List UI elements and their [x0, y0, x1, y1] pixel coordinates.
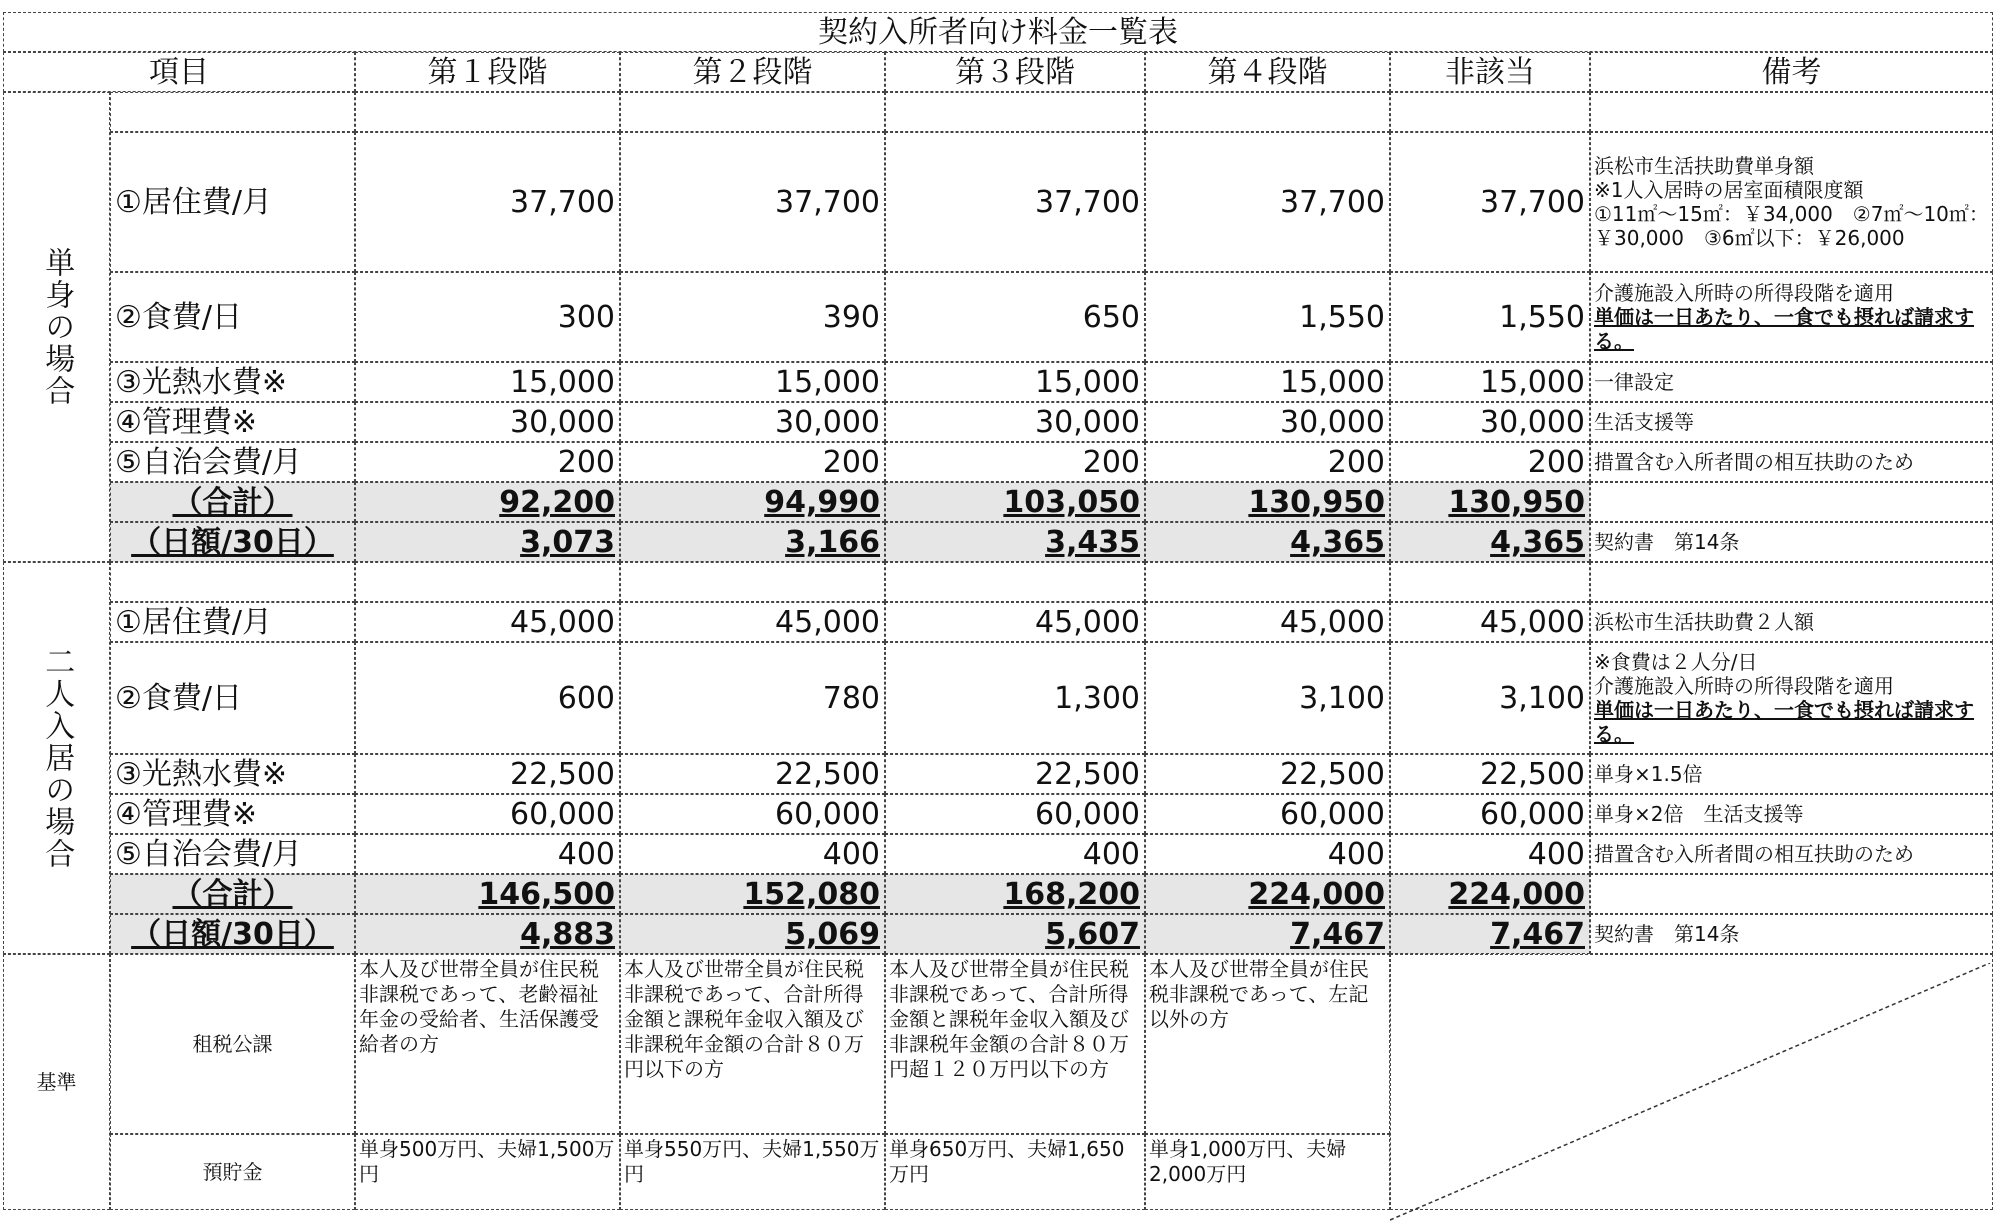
single-total-value — [1145, 482, 1390, 522]
value-text: 37,700 — [1480, 184, 1585, 220]
value-text: 7,467 — [1290, 916, 1385, 952]
value-text: 22,500 — [510, 756, 615, 792]
double-row-label — [110, 602, 355, 642]
single-spacer — [885, 92, 1145, 132]
row-label-text: （日額/30日） — [131, 916, 334, 952]
double-total-value — [620, 874, 885, 914]
criteria-savings-text: 単身1,000万円、夫婦2,000万円 — [1145, 1134, 1390, 1210]
value-text: 30,000 — [1280, 404, 1385, 440]
value-text: 22,500 — [775, 756, 880, 792]
double-row-value — [885, 602, 1145, 642]
single-row-value — [885, 272, 1145, 362]
single-spacer-label — [110, 92, 355, 132]
note-line: 介護施設入所時の所得段階を適用 — [1594, 281, 1894, 305]
double-spacer — [355, 562, 620, 602]
value-text: 3,166 — [785, 524, 880, 560]
row-label-text: ③光熱水費※ — [115, 364, 288, 400]
note-emphasis: 単価は一日あたり、一食でも摂れば請求する。 — [1594, 698, 1974, 746]
double-row-value — [885, 834, 1145, 874]
value-text: 37,700 — [510, 184, 615, 220]
single-row-label — [110, 362, 355, 402]
value-text: 92,200 — [499, 484, 615, 520]
single-row-label — [110, 132, 355, 272]
double-total-value — [355, 874, 620, 914]
double-daily-value — [620, 914, 885, 954]
value-text: 37,700 — [1035, 184, 1140, 220]
value-text: 1,550 — [1299, 299, 1385, 335]
single-row-value — [355, 442, 620, 482]
value-text: 4,365 — [1490, 524, 1585, 560]
row-label-text: ⑤自治会費/月 — [115, 836, 303, 872]
value-text: 200 — [1527, 444, 1585, 480]
header-col-2: 第２段階 — [620, 52, 885, 92]
single-row-value — [355, 132, 620, 272]
single-row-value — [355, 402, 620, 442]
value-text: 1,550 — [1499, 299, 1585, 335]
note-line: 単身×2倍 生活支援等 — [1594, 802, 1804, 826]
double-daily-value — [1390, 914, 1590, 954]
single-row-value — [1145, 402, 1390, 442]
value-text: 45,000 — [1280, 604, 1385, 640]
single-row-value — [885, 362, 1145, 402]
value-text: 152,080 — [743, 876, 880, 912]
double-row-value — [885, 642, 1145, 754]
value-text: 146,500 — [478, 876, 615, 912]
single-row-label — [110, 442, 355, 482]
single-daily-value — [885, 522, 1145, 562]
criteria-label: 基準 — [3, 954, 110, 1210]
value-text: 400 — [557, 836, 615, 872]
single-row-value — [620, 442, 885, 482]
single-spacer — [620, 92, 885, 132]
double-row-value — [620, 642, 885, 754]
header-col-5: 非該当 — [1390, 52, 1590, 92]
double-row-value — [1145, 602, 1390, 642]
value-text: 3,100 — [1499, 680, 1585, 716]
double-row-value — [355, 602, 620, 642]
row-label-text: ①居住費/月 — [115, 604, 273, 640]
value-text: 45,000 — [775, 604, 880, 640]
double-row-value — [1390, 642, 1590, 754]
value-text: 60,000 — [1280, 796, 1385, 832]
double-row-value — [1145, 794, 1390, 834]
double-total-value — [1390, 874, 1590, 914]
single-row-value — [1390, 442, 1590, 482]
single-spacer — [1590, 92, 1993, 132]
double-spacer — [1145, 562, 1390, 602]
value-text: 400 — [1327, 836, 1385, 872]
single-daily-note — [1590, 522, 1993, 562]
value-text: 37,700 — [1280, 184, 1385, 220]
row-label-text: ④管理費※ — [115, 796, 258, 832]
single-total-value — [885, 482, 1145, 522]
double-row-value — [1145, 834, 1390, 874]
value-text: 780 — [822, 680, 880, 716]
single-row-value — [1390, 132, 1590, 272]
value-text: 15,000 — [1480, 364, 1585, 400]
single-row-value — [885, 442, 1145, 482]
single-row-value — [885, 402, 1145, 442]
value-text: 200 — [1327, 444, 1385, 480]
single-group-label — [3, 92, 110, 562]
double-spacer — [620, 562, 885, 602]
double-spacer — [1390, 562, 1590, 602]
double-daily-value — [885, 914, 1145, 954]
header-col-1: 第１段階 — [355, 52, 620, 92]
note-line: 単身×1.5倍 — [1594, 762, 1703, 786]
note-line: ※食費は２人分/日 — [1594, 650, 1758, 674]
single-row-label — [110, 272, 355, 362]
value-text: 3,073 — [520, 524, 615, 560]
single-total-value — [355, 482, 620, 522]
single-row-value — [885, 132, 1145, 272]
double-row-value — [620, 602, 885, 642]
note-emphasis: 単価は一日あたり、一食でも摂れば請求する。 — [1594, 305, 1974, 353]
value-text: 60,000 — [510, 796, 615, 832]
value-text: 45,000 — [510, 604, 615, 640]
double-group-label — [3, 562, 110, 954]
criteria-tax-text: 本人及び世帯全員が住民税非課税であって、合計所得金額と課税年金収入額及び非課税年金額の合計８０万円超１２０万円以下の方 — [885, 954, 1145, 1134]
single-total-note — [1590, 482, 1993, 522]
value-text: 4,365 — [1290, 524, 1385, 560]
note-line: 契約書 第14条 — [1594, 530, 1740, 554]
row-label-text: （合計） — [172, 876, 293, 912]
single-row-note — [1590, 442, 1993, 482]
double-row-value — [355, 794, 620, 834]
double-row-label — [110, 834, 355, 874]
double-row-value — [620, 834, 885, 874]
header-col-6: 備考 — [1590, 52, 1993, 92]
note-line: 生活支援等 — [1594, 410, 1694, 434]
note-line: 浜松市生活扶助費単身額 — [1594, 154, 1814, 178]
value-text: 390 — [822, 299, 880, 335]
single-row-note — [1590, 402, 1993, 442]
value-text: 60,000 — [775, 796, 880, 832]
row-label-text: ②食費/日 — [115, 299, 243, 335]
criteria-savings-text: 単身500万円、夫婦1,500万円 — [355, 1134, 620, 1210]
value-text: 3,100 — [1299, 680, 1385, 716]
single-daily-label — [110, 522, 355, 562]
double-row-value — [1390, 754, 1590, 794]
value-text: 3,435 — [1045, 524, 1140, 560]
row-label-text: ⑤自治会費/月 — [115, 444, 303, 480]
value-text: 45,000 — [1035, 604, 1140, 640]
single-row-note — [1590, 132, 1993, 272]
single-spacer — [355, 92, 620, 132]
value-text: 60,000 — [1480, 796, 1585, 832]
row-label-text: （日額/30日） — [131, 524, 334, 560]
row-label-text: ④管理費※ — [115, 404, 258, 440]
double-spacer — [1590, 562, 1993, 602]
value-text: 600 — [557, 680, 615, 716]
double-row-note — [1590, 642, 1993, 754]
value-text: 94,990 — [764, 484, 880, 520]
single-row-value — [1145, 272, 1390, 362]
value-text: 22,500 — [1280, 756, 1385, 792]
value-text: 200 — [557, 444, 615, 480]
note-line: 浜松市生活扶助費２人額 — [1594, 610, 1814, 634]
value-text: 15,000 — [1035, 364, 1140, 400]
table-title: 契約入所者向け料金一覧表 — [3, 12, 1993, 52]
single-row-value — [1145, 442, 1390, 482]
note-line: 介護施設入所時の所得段階を適用 — [1594, 674, 1894, 698]
value-text: 5,607 — [1045, 916, 1140, 952]
row-label-text: ②食費/日 — [115, 680, 243, 716]
single-daily-value — [1145, 522, 1390, 562]
value-text: 5,069 — [785, 916, 880, 952]
double-row-label — [110, 642, 355, 754]
single-row-value — [355, 362, 620, 402]
double-total-value — [885, 874, 1145, 914]
value-text: 37,700 — [775, 184, 880, 220]
double-daily-value — [1145, 914, 1390, 954]
double-spacer-label — [110, 562, 355, 602]
single-row-value — [1145, 132, 1390, 272]
single-row-value — [1390, 402, 1590, 442]
single-total-value — [620, 482, 885, 522]
value-text: 224,000 — [1448, 876, 1585, 912]
value-text: 168,200 — [1003, 876, 1140, 912]
single-row-note — [1590, 362, 1993, 402]
value-text: 130,950 — [1248, 484, 1385, 520]
row-label-text: （合計） — [172, 484, 293, 520]
value-text: 400 — [1082, 836, 1140, 872]
double-row-value — [355, 834, 620, 874]
header-col-3: 第３段階 — [885, 52, 1145, 92]
value-text: 15,000 — [775, 364, 880, 400]
note-line: 措置含む入所者間の相互扶助のため — [1594, 450, 1914, 474]
single-row-value — [620, 272, 885, 362]
value-text: 4,883 — [520, 916, 615, 952]
row-label-text: ①居住費/月 — [115, 184, 273, 220]
double-daily-value — [355, 914, 620, 954]
value-text: 30,000 — [1035, 404, 1140, 440]
double-daily-note — [1590, 914, 1993, 954]
header-col-4: 第４段階 — [1145, 52, 1390, 92]
value-text: 200 — [822, 444, 880, 480]
criteria-savings-text: 単身650万円、夫婦1,650万円 — [885, 1134, 1145, 1210]
double-total-note — [1590, 874, 1993, 914]
value-text: 22,500 — [1480, 756, 1585, 792]
double-row-note — [1590, 602, 1993, 642]
single-group-text: 単身の場合 — [39, 247, 75, 407]
value-text: 22,500 — [1035, 756, 1140, 792]
double-row-note — [1590, 834, 1993, 874]
double-total-label — [110, 874, 355, 914]
single-row-value — [620, 402, 885, 442]
note-line: 契約書 第14条 — [1594, 922, 1740, 946]
value-text: 30,000 — [510, 404, 615, 440]
value-text: 400 — [1527, 836, 1585, 872]
single-row-value — [1390, 362, 1590, 402]
double-row-value — [620, 754, 885, 794]
note-line: ※1人入居時の居室面積限度額 — [1594, 178, 1864, 202]
single-row-value — [1145, 362, 1390, 402]
value-text: 15,000 — [510, 364, 615, 400]
value-text: 650 — [1082, 299, 1140, 335]
row-label-text: ③光熱水費※ — [115, 756, 288, 792]
double-row-value — [355, 754, 620, 794]
value-text: 30,000 — [1480, 404, 1585, 440]
single-daily-value — [355, 522, 620, 562]
value-text: 300 — [557, 299, 615, 335]
double-row-value — [1390, 794, 1590, 834]
single-total-value — [1390, 482, 1590, 522]
double-row-value — [1145, 754, 1390, 794]
single-daily-value — [1390, 522, 1590, 562]
double-row-value — [885, 754, 1145, 794]
criteria-tax-text: 本人及び世帯全員が住民税非課税であって、老齢福祉年金の受給者、生活保護受給者の方 — [355, 954, 620, 1134]
value-text: 130,950 — [1448, 484, 1585, 520]
value-text: 1,300 — [1054, 680, 1140, 716]
double-daily-label — [110, 914, 355, 954]
single-row-label — [110, 402, 355, 442]
criteria-empty-cell — [1390, 954, 1993, 1210]
criteria-savings-label: 預貯金 — [110, 1134, 355, 1210]
criteria-tax-text: 本人及び世帯全員が住民税非課税であって、合計所得金額と課税年金収入額及び非課税年金額の合計８０万円以下の方 — [620, 954, 885, 1134]
single-daily-value — [620, 522, 885, 562]
double-row-value — [355, 642, 620, 754]
note-line: 措置含む入所者間の相互扶助のため — [1594, 842, 1914, 866]
value-text: 15,000 — [1280, 364, 1385, 400]
double-row-note — [1590, 794, 1993, 834]
double-row-value — [1145, 642, 1390, 754]
single-total-label — [110, 482, 355, 522]
value-text: 30,000 — [775, 404, 880, 440]
single-spacer — [1390, 92, 1590, 132]
value-text: 224,000 — [1248, 876, 1385, 912]
header-item: 項目 — [3, 52, 355, 92]
value-text: 103,050 — [1003, 484, 1140, 520]
single-spacer — [1145, 92, 1390, 132]
single-row-value — [620, 362, 885, 402]
single-row-value — [620, 132, 885, 272]
single-row-note — [1590, 272, 1993, 362]
double-total-value — [1145, 874, 1390, 914]
criteria-savings-text: 単身550万円、夫婦1,550万円 — [620, 1134, 885, 1210]
double-row-note — [1590, 754, 1993, 794]
value-text: 7,467 — [1490, 916, 1585, 952]
value-text: 200 — [1082, 444, 1140, 480]
criteria-tax-text: 本人及び世帯全員が住民税非課税であって、左記以外の方 — [1145, 954, 1390, 1134]
single-row-value — [355, 272, 620, 362]
criteria-tax-label: 租税公課 — [110, 954, 355, 1134]
double-row-value — [1390, 602, 1590, 642]
value-text: 45,000 — [1480, 604, 1585, 640]
single-row-value — [1390, 272, 1590, 362]
value-text: 400 — [822, 836, 880, 872]
double-row-label — [110, 754, 355, 794]
value-text: 60,000 — [1035, 796, 1140, 832]
double-row-value — [620, 794, 885, 834]
double-group-text: 二人入居の場合 — [39, 646, 75, 870]
note-line: ①11㎡～15㎡：￥34,000 ②7㎡～10㎡：￥30,000 ③6㎡以下：￥26,000 — [1594, 202, 1989, 250]
note-line: 一律設定 — [1594, 370, 1674, 394]
double-row-value — [885, 794, 1145, 834]
double-row-value — [1390, 834, 1590, 874]
double-spacer — [885, 562, 1145, 602]
double-row-label — [110, 794, 355, 834]
